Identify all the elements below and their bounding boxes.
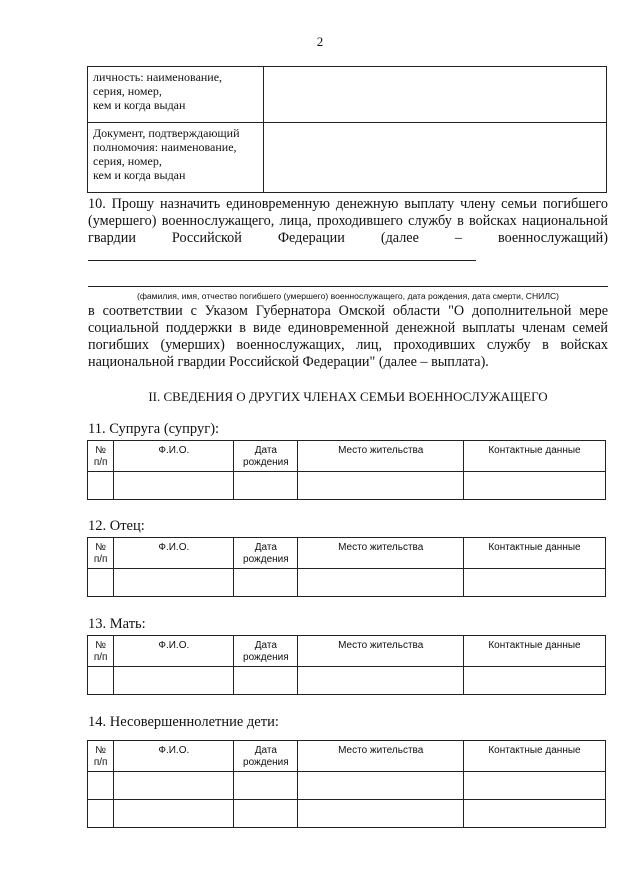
col-contacts: Контактные данные bbox=[463, 636, 605, 667]
label-line: серия, номер, bbox=[93, 84, 162, 98]
cell-number[interactable] bbox=[88, 772, 114, 800]
decree-paragraph: в соответствии с Указом Губернатора Омской области "О дополнительной мере социальной поддержки в виде единовременной денежной выплаты членам семей погибших (умерших) военнослужащих, лиц, проходивших службу в войсках национальной гвардии Российской Федерации" (далее – выплата). bbox=[88, 303, 608, 370]
cell-residence[interactable] bbox=[298, 667, 464, 695]
cell-birth-date[interactable] bbox=[234, 667, 298, 695]
col-number: № п/п bbox=[88, 441, 114, 472]
cell-residence[interactable] bbox=[298, 569, 464, 597]
authority-document-label bbox=[88, 123, 264, 193]
id-document-label bbox=[88, 67, 264, 123]
cell-birth-date[interactable] bbox=[234, 472, 298, 500]
father-table-heading: 12. Отец: bbox=[88, 518, 145, 534]
spouse-table bbox=[87, 440, 606, 500]
label-line: полномочия: наименование, bbox=[93, 140, 237, 154]
table-row bbox=[88, 472, 606, 500]
cell-fio[interactable] bbox=[114, 569, 234, 597]
table-header-row bbox=[88, 741, 606, 772]
line-caption: (фамилия, имя, отчество погибшего (умершего) военнослужащего, дата рождения, дата смерти, СНИЛС) bbox=[136, 291, 560, 301]
identity-document-table bbox=[87, 66, 607, 193]
serviceman-details-line[interactable] bbox=[88, 286, 608, 287]
table-row bbox=[88, 800, 606, 828]
cell-contacts[interactable] bbox=[463, 772, 605, 800]
cell-fio[interactable] bbox=[114, 667, 234, 695]
table-row bbox=[88, 569, 606, 597]
children-table bbox=[87, 740, 606, 828]
mother-table-heading: 13. Мать: bbox=[88, 616, 146, 632]
id-document-value-field[interactable] bbox=[264, 67, 607, 123]
request-paragraph bbox=[88, 196, 608, 266]
page-number: 2 bbox=[316, 34, 324, 49]
col-birth-date: Дата рождения bbox=[234, 538, 298, 569]
label-line: Документ, подтверждающий bbox=[93, 126, 240, 140]
cell-number[interactable] bbox=[88, 569, 114, 597]
authority-document-value-field[interactable] bbox=[264, 123, 607, 193]
cell-fio[interactable] bbox=[114, 472, 234, 500]
table-row bbox=[88, 67, 607, 123]
col-residence: Место жительства bbox=[298, 741, 464, 772]
cell-birth-date[interactable] bbox=[234, 772, 298, 800]
col-fio: Ф.И.О. bbox=[114, 741, 234, 772]
cell-contacts[interactable] bbox=[463, 472, 605, 500]
col-residence: Место жительства bbox=[298, 538, 464, 569]
cell-birth-date[interactable] bbox=[234, 569, 298, 597]
col-residence: Место жительства bbox=[298, 441, 464, 472]
label-line: кем и когда выдан bbox=[93, 98, 186, 112]
table-header-row bbox=[88, 538, 606, 569]
table-row bbox=[88, 772, 606, 800]
table-header-row bbox=[88, 441, 606, 472]
label-line: кем и когда выдан bbox=[93, 168, 186, 182]
label-line: серия, номер, bbox=[93, 154, 162, 168]
col-number: № п/п bbox=[88, 741, 114, 772]
col-contacts: Контактные данные bbox=[463, 538, 605, 569]
mother-table bbox=[87, 635, 606, 695]
col-contacts: Контактные данные bbox=[463, 741, 605, 772]
cell-number[interactable] bbox=[88, 667, 114, 695]
col-fio: Ф.И.О. bbox=[114, 441, 234, 472]
cell-residence[interactable] bbox=[298, 800, 464, 828]
cell-contacts[interactable] bbox=[463, 667, 605, 695]
cell-fio[interactable] bbox=[114, 800, 234, 828]
request-text: 10. Прошу назначить единовременную денежную выплату члену семьи погибшего (умершего) военнослужащего, лица, проходившего службу в войсках национальной гвардии Российской Федерации (далее – военнослужащий) bbox=[88, 196, 608, 246]
spouse-table-heading: 11. Супруга (супруг): bbox=[88, 421, 220, 437]
cell-contacts[interactable] bbox=[463, 800, 605, 828]
section-title: II. СВЕДЕНИЯ О ДРУГИХ ЧЛЕНАХ СЕМЬИ ВОЕННОСЛУЖАЩЕГО bbox=[148, 389, 548, 404]
table-row bbox=[88, 123, 607, 193]
table-row bbox=[88, 667, 606, 695]
cell-birth-date[interactable] bbox=[234, 800, 298, 828]
table-header-row bbox=[88, 636, 606, 667]
father-table bbox=[87, 537, 606, 597]
cell-number[interactable] bbox=[88, 800, 114, 828]
col-number: № п/п bbox=[88, 538, 114, 569]
col-fio: Ф.И.О. bbox=[114, 636, 234, 667]
col-residence: Место жительства bbox=[298, 636, 464, 667]
col-fio: Ф.И.О. bbox=[114, 538, 234, 569]
cell-residence[interactable] bbox=[298, 472, 464, 500]
cell-contacts[interactable] bbox=[463, 569, 605, 597]
col-birth-date: Дата рождения bbox=[234, 741, 298, 772]
cell-number[interactable] bbox=[88, 472, 114, 500]
col-birth-date: Дата рождения bbox=[234, 636, 298, 667]
serviceman-name-line[interactable] bbox=[88, 247, 476, 261]
cell-residence[interactable] bbox=[298, 772, 464, 800]
col-contacts: Контактные данные bbox=[463, 441, 605, 472]
label-line: личность: наименование, bbox=[93, 70, 223, 84]
children-table-heading: 14. Несовершеннолетние дети: bbox=[88, 714, 279, 730]
col-number: № п/п bbox=[88, 636, 114, 667]
cell-fio[interactable] bbox=[114, 772, 234, 800]
col-birth-date: Дата рождения bbox=[234, 441, 298, 472]
